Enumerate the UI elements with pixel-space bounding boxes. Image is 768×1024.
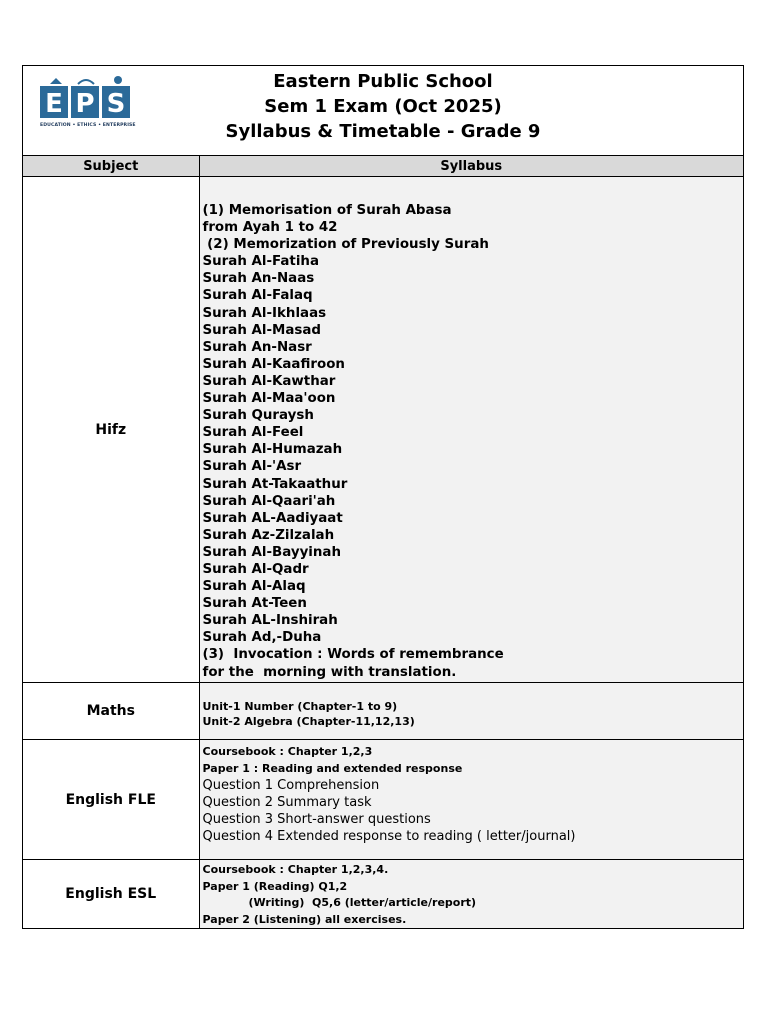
syllabus-line: (3) Invocation : Words of remembrance	[202, 647, 504, 663]
table-row-english-fle	[23, 740, 743, 860]
exam-name: Sem 1 Exam (Oct 2025)	[264, 96, 502, 117]
syllabus-line: Question 3 Short-answer questions	[202, 812, 431, 827]
column-header-syllabus: Syllabus	[199, 156, 743, 177]
logo-letter-e: E	[45, 89, 63, 119]
syllabus-line: (Writing) Q5,6 (letter/article/report)	[202, 896, 477, 909]
syllabus-line: Surah Al-Ikhlaas	[202, 305, 327, 321]
syllabus-cell	[199, 860, 743, 929]
syllabus-cell	[199, 683, 743, 740]
table-row-english-esl	[23, 860, 743, 929]
syllabus-line: Surah Al-Masad	[202, 322, 321, 338]
syllabus-line: Surah Al-Falaq	[202, 288, 313, 304]
subject-cell: English FLE	[23, 740, 199, 860]
syllabus-line: (1) Memorisation of Surah Abasa	[202, 203, 452, 218]
syllabus-line: Surah Az-Zilzalah	[202, 527, 335, 543]
school-name: Eastern Public School	[273, 71, 493, 92]
syllabus-line: Surah Al-Qadr	[202, 561, 309, 577]
syllabus-line: from Ayah 1 to 42	[202, 220, 338, 236]
syllabus-line: Surah Al-Bayyinah	[202, 544, 342, 560]
subject-cell: Hifz	[23, 177, 199, 683]
syllabus-line: Surah Al-Qaari'ah	[202, 493, 336, 509]
syllabus-sheet	[22, 65, 744, 929]
syllabus-line: Unit-2 Algebra (Chapter-11,12,13)	[202, 715, 415, 728]
syllabus-line: Surah Al-Kaafiroon	[202, 356, 345, 372]
syllabus-line: Surah Al-Kawthar	[202, 373, 336, 389]
logo-tagline: EDUCATION • ETHICS • ENTERPRISE	[40, 123, 136, 128]
syllabus-line: Surah An-Naas	[202, 271, 315, 287]
syllabus-line: Paper 2 (Listening) all exercises.	[202, 912, 407, 926]
syllabus-list	[203, 177, 744, 681]
syllabus-line: Surah Quraysh	[202, 408, 314, 424]
syllabus-table	[23, 156, 743, 928]
syllabus-line: Surah Al-Humazah	[202, 442, 343, 458]
syllabus-list	[203, 740, 744, 845]
syllabus-cell	[199, 740, 743, 860]
table-row-hifz	[23, 177, 743, 683]
syllabus-list	[203, 683, 744, 729]
syllabus-line: Surah Al-'Asr	[202, 459, 302, 475]
syllabus-line: Surah Al-Feel	[202, 425, 304, 441]
syllabus-line: Question 2 Summary task	[202, 795, 372, 810]
syllabus-line: Surah AL-Inshirah	[202, 613, 338, 629]
syllabus-line: Surah Al-Alaq	[202, 579, 306, 595]
syllabus-line: Paper 1 (Reading) Q1,2	[202, 879, 348, 893]
syllabus-line: Question 1 Comprehension	[202, 778, 380, 793]
logo-letter-p: P	[75, 89, 95, 119]
syllabus-line: for the morning with translation.	[202, 664, 457, 680]
syllabus-list	[203, 860, 744, 928]
document-title: Syllabus & Timetable - Grade 9	[225, 121, 541, 142]
syllabus-line: Surah Ad,-Duha	[202, 630, 322, 646]
logo-letter-s: S	[106, 89, 126, 119]
syllabus-line: Coursebook : Chapter 1,2,3	[202, 745, 373, 758]
school-logo	[40, 74, 136, 138]
syllabus-line: Paper 1 : Reading and extended response	[202, 762, 463, 775]
syllabus-cell	[199, 177, 743, 683]
table-row-maths	[23, 683, 743, 740]
subject-cell: English ESL	[23, 860, 199, 929]
syllabus-line: Surah An-Nasr	[202, 339, 312, 355]
syllabus-line: Surah Al-Maa'oon	[202, 391, 336, 407]
column-header-subject: Subject	[23, 156, 199, 177]
document-header	[23, 66, 743, 156]
subject-cell: Maths	[23, 683, 199, 740]
syllabus-line: Surah AL-Aadiyaat	[202, 510, 343, 526]
title-block	[183, 69, 743, 144]
syllabus-line: Unit-1 Number (Chapter-1 to 9)	[202, 700, 398, 713]
syllabus-line: Surah Al-Fatiha	[202, 254, 319, 270]
syllabus-line: Surah At-Teen	[202, 596, 307, 612]
syllabus-line: Surah At-Takaathur	[202, 476, 348, 492]
syllabus-line: Question 4 Extended response to reading ( letter/journal)	[202, 829, 576, 844]
syllabus-line: Coursebook : Chapter 1,2,3,4.	[202, 863, 389, 876]
table-header-row	[23, 156, 743, 177]
syllabus-line: (2) Memorization of Previously Surah	[202, 237, 489, 253]
